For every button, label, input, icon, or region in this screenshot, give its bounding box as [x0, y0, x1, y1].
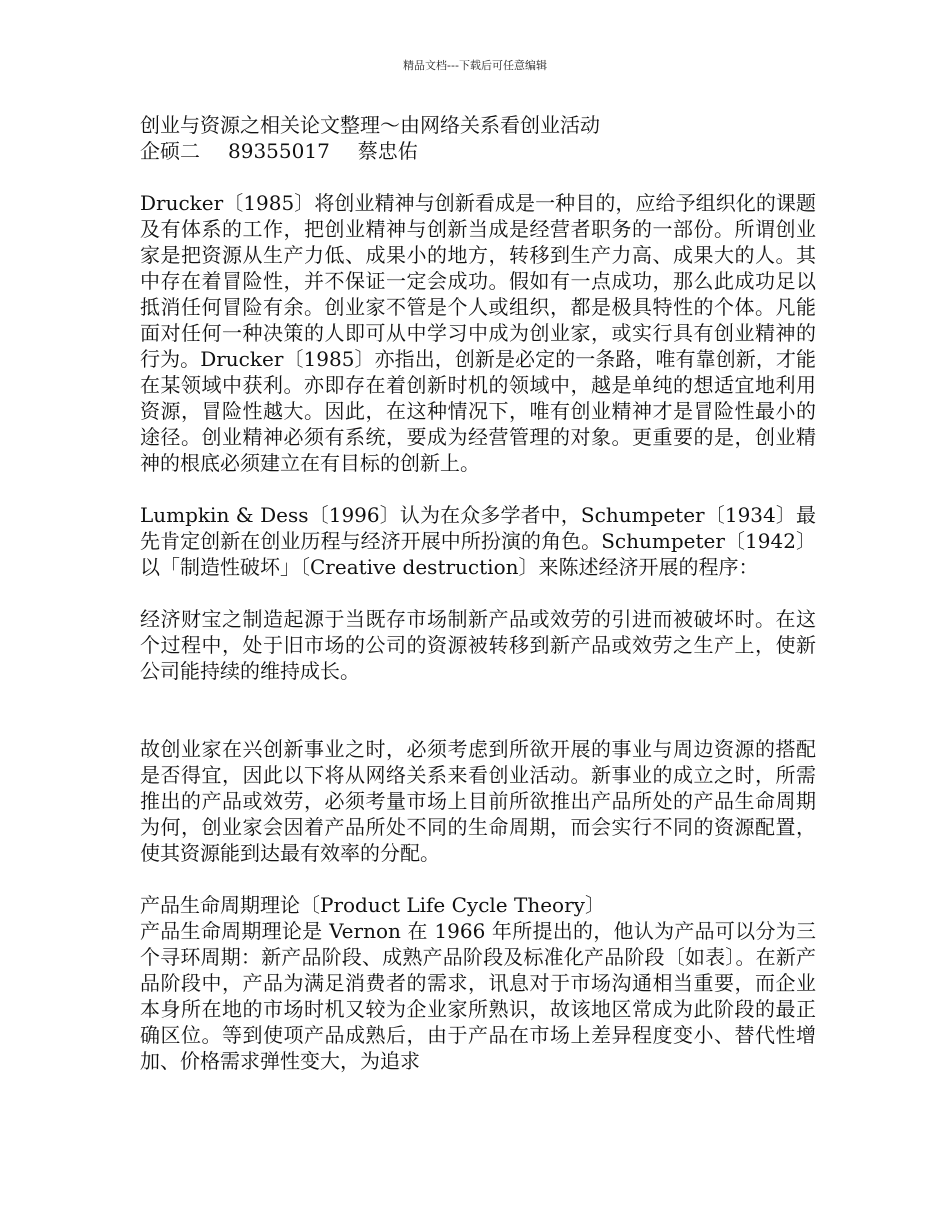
document-body [140, 112, 816, 1074]
author-line [140, 138, 816, 164]
paragraph-lumpkin-dess: Lumpkin & Dess〔1996〕认为在众多学者中，Schumpeter〔1934〕最先肯定创新在创业历程与经济开展中所扮演的角色。Schumpeter〔1942〕以「制造性破坏」〔Creative destruction〕来陈述经济开展的程序： [140, 503, 816, 579]
document-title: 创业与资源之相关论文整理～由网络关系看创业活动 [140, 113, 600, 137]
author-name: 蔡忠佑 [357, 139, 418, 163]
section-heading-plc: 产品生命周期理论〔Product Life Cycle Theory〕 [140, 893, 605, 917]
paragraph-plc-theory: 产品生命周期理论是 Vernon 在 1966 年所提出的，他认为产品可以分为三个寻环周期：新产品阶段、成熟产品阶段及标准化产品阶段〔如表〕。在新产品阶段中，产品为满足消费者的需求，讯息对于市场沟通相当重要，而企业本身所在地的市场时机又较为企业家所熟识，故该地区常成为此阶段的最正确区位。等到使项产品成熟后，由于产品在市场上差异程度变小、替代性增加、价格需求弹性变大，为追求 [140, 919, 816, 1073]
author-program: 企硕二 [140, 139, 200, 163]
paragraph-quote-schumpeter: 经济财宝之制造起源于当既存市场制新产品或效劳的引进而被破坏时。在这个过程中，处于旧市场的公司的资源被转移到新产品或效劳之生产上，使新公司能持续的维持成长。 [140, 607, 816, 683]
author-student-id: 89355017 [228, 139, 330, 163]
paragraph-drucker: Drucker〔1985〕将创业精神与创新看成是一种目的，应给予组织化的课题及有体系的工作，把创业精神与创新当成是经营者职务的一部份。所谓创业家是把资源从生产力低、成果小的地方，转移到生产力高、成果大的人。其中存在着冒险性，并不保证一定会成功。假如有一点成功，那么此成功足以抵消任何冒险有余。创业家不管是个人或组织，都是极具特性的个体。凡能面对任何一种决策的人即可从中学习中成为创业家，或实行具有创业精神的行为。Drucker〔1985〕亦指出，创新是必定的一条路，唯有靠创新，才能在某领域中获利。亦即存在着创新时机的领域中，越是单纯的想适宜地利用资源，冒险性越大。因此，在这种情况下，唯有创业精神才是冒险性最小的途径。创业精神必须有系统，要成为经营管理的对象。更重要的是，创业精神的根底必须建立在有目标的创新上。 [140, 191, 816, 475]
paragraph-network-relations: 故创业家在兴创新事业之时，必须考虑到所欲开展的事业与周边资源的搭配是否得宜，因此以下将从网络关系来看创业活动。新事业的成立之时，所需推出的产品或效劳，必须考量市场上目前所欲推出产品所处的产品生命周期为何，创业家会因着产品所处不同的生命周期，而会实行不同的资源配置，使其资源能到达最有效率的分配。 [140, 737, 816, 865]
header-note: 精品文档---下载后可任意编辑 [403, 59, 547, 72]
